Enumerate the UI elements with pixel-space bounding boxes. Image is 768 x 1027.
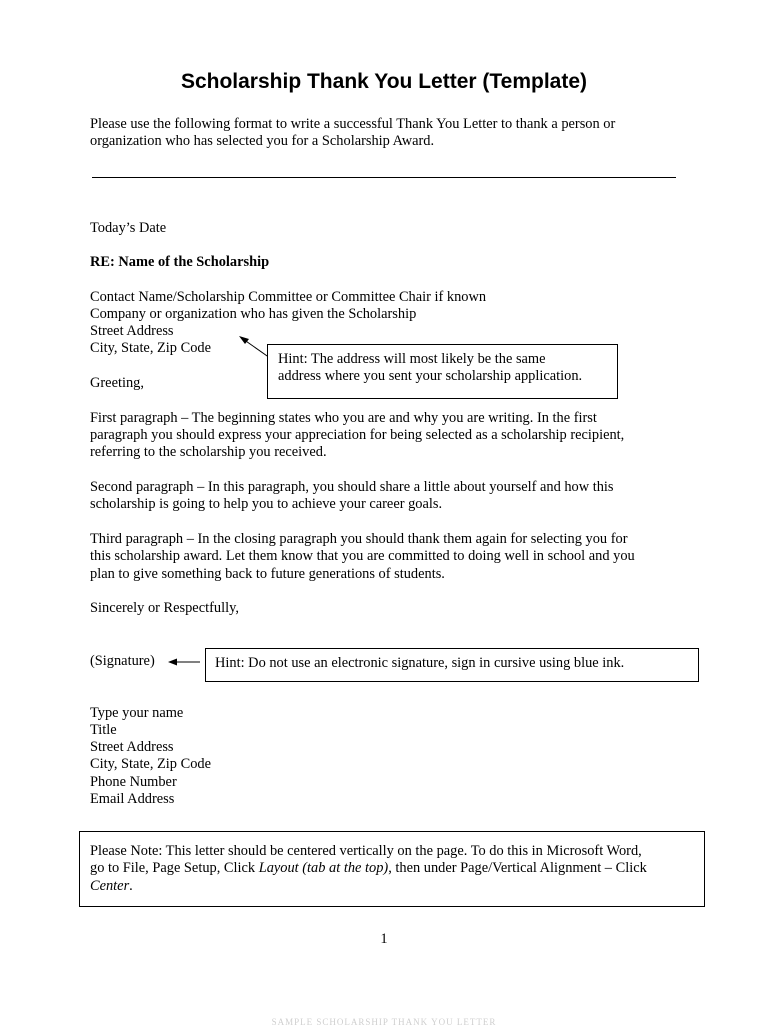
recipient-line: City, State, Zip Code (90, 340, 211, 356)
footer-text: SAMPLE SCHOLARSHIP THANK YOU LETTER (271, 1017, 497, 1027)
address-hint-box (267, 344, 618, 399)
vertical-centering-note-box (79, 831, 705, 907)
address-hint-line: Hint: The address will most likely be the same (278, 351, 546, 367)
sender-line: City, State, Zip Code (90, 756, 211, 772)
note-text: go to File, Page Setup, Click (90, 860, 259, 877)
third-paragraph-line: plan to give something back to future generations of students. (90, 566, 445, 582)
note-text: . (129, 877, 133, 894)
signature-hint-text: Hint: Do not use an electronic signature, sign in cursive using blue ink. (215, 655, 625, 671)
recipient-line: Contact Name/Scholarship Committee or Committee Chair if known (90, 289, 487, 305)
page-title: Scholarship Thank You Letter (Template) (180, 70, 588, 93)
first-paragraph-line: First paragraph – The beginning states who you are and why you are writing. In the first (90, 410, 597, 426)
note-line (90, 860, 694, 877)
signature-placeholder: (Signature) (90, 653, 155, 669)
intro-line-2: organization who has selected you for a Scholarship Award. (90, 133, 435, 149)
first-paragraph-line: paragraph you should express your appreciation for being selected as a scholarship recipient, (90, 427, 625, 443)
third-paragraph-line: Third paragraph – In the closing paragraph you should thank them again for selecting you for (90, 531, 628, 547)
signature-hint-box (205, 648, 699, 682)
sender-line: Email Address (90, 791, 175, 807)
date-line: Today’s Date (90, 220, 167, 236)
second-paragraph-line: Second paragraph – In this paragraph, you should share a little about yourself and how this (90, 479, 614, 495)
note-text: , then under Page/Vertical Alignment – Click (388, 860, 647, 877)
note-line: Please Note: This letter should be centered vertically on the page. To do this in Microsoft Word, (90, 843, 642, 859)
recipient-line: Company or organization who has given the Scholarship (90, 306, 417, 322)
sender-line: Phone Number (90, 774, 177, 790)
first-paragraph-line: referring to the scholarship you received. (90, 444, 327, 460)
signature-hint-arrow-icon (168, 656, 202, 668)
intro-line-1: Please use the following format to write a successful Thank You Letter to thank a person or (90, 116, 616, 132)
sender-line: Type your name (90, 705, 184, 721)
note-italic-text: Center (90, 877, 130, 894)
page-number: 1 (380, 931, 388, 947)
divider-line (92, 177, 676, 178)
closing-line: Sincerely or Respectfully, (90, 600, 239, 616)
re-line: RE: Name of the Scholarship (90, 254, 270, 270)
note-line (90, 878, 694, 895)
sender-line: Title (90, 722, 117, 738)
second-paragraph-line: scholarship is going to help you to achieve your career goals. (90, 496, 443, 512)
address-hint-line: address where you sent your scholarship application. (278, 368, 583, 385)
sender-line: Street Address (90, 739, 174, 755)
greeting-line: Greeting, (90, 375, 144, 391)
third-paragraph-line: this scholarship award. Let them know that you are committed to doing well in school and you (90, 548, 635, 564)
recipient-line: Street Address (90, 323, 174, 339)
note-italic-text: Layout (tab at the top) (258, 860, 389, 877)
